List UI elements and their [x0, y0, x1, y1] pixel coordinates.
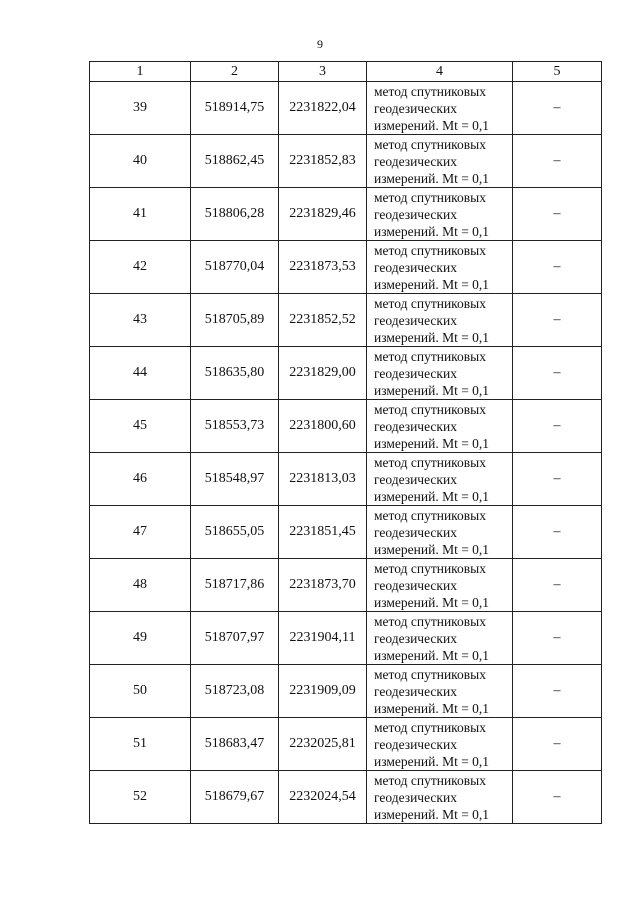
- y-coordinate-cell: 2231852,83: [279, 135, 367, 188]
- page-number: 9: [317, 37, 323, 51]
- point-number-cell: 39: [90, 82, 191, 135]
- header-row: [90, 62, 602, 82]
- method-line: геодезических: [374, 577, 457, 593]
- method-line: геодезических: [374, 524, 457, 540]
- point-number-cell: 50: [90, 665, 191, 718]
- note-cell: –: [513, 665, 602, 718]
- header-col-3: 3: [279, 62, 367, 82]
- table-header: [90, 62, 602, 82]
- y-coordinate-cell: 2231852,52: [279, 294, 367, 347]
- note-cell: –: [513, 135, 602, 188]
- method-line: измерений. Mt = 0,1: [374, 700, 490, 716]
- method-line: геодезических: [374, 789, 457, 805]
- point-number-cell: 51: [90, 718, 191, 771]
- y-coordinate-cell: 2231873,70: [279, 559, 367, 612]
- method-line: метод спутниковых: [374, 719, 486, 735]
- note-cell: –: [513, 188, 602, 241]
- method-cell: [367, 612, 513, 665]
- method-line: геодезических: [374, 365, 457, 381]
- note-cell: –: [513, 453, 602, 506]
- point-number-cell: 48: [90, 559, 191, 612]
- note-cell: –: [513, 506, 602, 559]
- point-number-cell: 47: [90, 506, 191, 559]
- method-line: геодезических: [374, 418, 457, 434]
- method-line: измерений. Mt = 0,1: [374, 276, 490, 292]
- method-cell: [367, 506, 513, 559]
- table-row: [90, 347, 602, 400]
- header-col-2: 2: [191, 62, 279, 82]
- method-line: метод спутниковых: [374, 454, 486, 470]
- method-cell: [367, 453, 513, 506]
- method-line: измерений. Mt = 0,1: [374, 382, 490, 398]
- method-line: геодезических: [374, 736, 457, 752]
- table-row: [90, 665, 602, 718]
- method-cell: [367, 771, 513, 824]
- method-line: метод спутниковых: [374, 666, 486, 682]
- table-row: [90, 82, 602, 135]
- header-col-1: 1: [90, 62, 191, 82]
- method-cell: [367, 294, 513, 347]
- x-coordinate-cell: 518655,05: [191, 506, 279, 559]
- method-line: метод спутниковых: [374, 242, 486, 258]
- y-coordinate-cell: 2231904,11: [279, 612, 367, 665]
- method-cell: [367, 135, 513, 188]
- method-line: метод спутниковых: [374, 613, 486, 629]
- method-line: метод спутниковых: [374, 295, 486, 311]
- table-row: [90, 135, 602, 188]
- y-coordinate-cell: 2231851,45: [279, 506, 367, 559]
- method-line: геодезических: [374, 100, 457, 116]
- note-cell: –: [513, 612, 602, 665]
- y-coordinate-cell: 2231829,46: [279, 188, 367, 241]
- table-row: [90, 294, 602, 347]
- method-line: геодезических: [374, 259, 457, 275]
- x-coordinate-cell: 518806,28: [191, 188, 279, 241]
- header-col-5: 5: [513, 62, 602, 82]
- method-line: метод спутниковых: [374, 401, 486, 417]
- point-number-cell: 43: [90, 294, 191, 347]
- y-coordinate-cell: 2231873,53: [279, 241, 367, 294]
- x-coordinate-cell: 518717,86: [191, 559, 279, 612]
- point-number-cell: 49: [90, 612, 191, 665]
- method-line: измерений. Mt = 0,1: [374, 329, 490, 345]
- table-row: [90, 400, 602, 453]
- note-cell: –: [513, 718, 602, 771]
- note-cell: –: [513, 400, 602, 453]
- method-line: геодезических: [374, 630, 457, 646]
- method-cell: [367, 188, 513, 241]
- method-cell: [367, 347, 513, 400]
- method-line: измерений. Mt = 0,1: [374, 594, 490, 610]
- method-line: метод спутниковых: [374, 189, 486, 205]
- point-number-cell: 42: [90, 241, 191, 294]
- point-number-cell: 52: [90, 771, 191, 824]
- table-row: [90, 506, 602, 559]
- y-coordinate-cell: 2231909,09: [279, 665, 367, 718]
- method-line: измерений. Mt = 0,1: [374, 223, 490, 239]
- method-cell: [367, 400, 513, 453]
- method-line: метод спутниковых: [374, 83, 486, 99]
- table-row: [90, 559, 602, 612]
- method-line: измерений. Mt = 0,1: [374, 488, 490, 504]
- coordinates-table: [89, 61, 602, 824]
- x-coordinate-cell: 518553,73: [191, 400, 279, 453]
- y-coordinate-cell: 2231829,00: [279, 347, 367, 400]
- method-line: геодезических: [374, 471, 457, 487]
- y-coordinate-cell: 2232024,54: [279, 771, 367, 824]
- method-line: метод спутниковых: [374, 560, 486, 576]
- table-body: [90, 82, 602, 824]
- method-line: измерений. Mt = 0,1: [374, 435, 490, 451]
- note-cell: –: [513, 294, 602, 347]
- method-line: измерений. Mt = 0,1: [374, 647, 490, 663]
- header-col-4: 4: [367, 62, 513, 82]
- method-cell: [367, 718, 513, 771]
- method-cell: [367, 241, 513, 294]
- note-cell: –: [513, 241, 602, 294]
- method-line: метод спутниковых: [374, 507, 486, 523]
- x-coordinate-cell: 518635,80: [191, 347, 279, 400]
- y-coordinate-cell: 2231800,60: [279, 400, 367, 453]
- x-coordinate-cell: 518707,97: [191, 612, 279, 665]
- table-row: [90, 718, 602, 771]
- x-coordinate-cell: 518862,45: [191, 135, 279, 188]
- method-line: измерений. Mt = 0,1: [374, 753, 490, 769]
- y-coordinate-cell: 2231822,04: [279, 82, 367, 135]
- point-number-cell: 46: [90, 453, 191, 506]
- method-line: измерений. Mt = 0,1: [374, 806, 490, 822]
- table-row: [90, 453, 602, 506]
- point-number-cell: 44: [90, 347, 191, 400]
- point-number-cell: 40: [90, 135, 191, 188]
- x-coordinate-cell: 518679,67: [191, 771, 279, 824]
- method-line: измерений. Mt = 0,1: [374, 541, 490, 557]
- point-number-cell: 45: [90, 400, 191, 453]
- method-line: измерений. Mt = 0,1: [374, 117, 490, 133]
- method-cell: [367, 559, 513, 612]
- point-number-cell: 41: [90, 188, 191, 241]
- x-coordinate-cell: 518683,47: [191, 718, 279, 771]
- method-line: геодезических: [374, 312, 457, 328]
- note-cell: –: [513, 771, 602, 824]
- x-coordinate-cell: 518723,08: [191, 665, 279, 718]
- table-row: [90, 241, 602, 294]
- table-row: [90, 771, 602, 824]
- table-row: [90, 188, 602, 241]
- x-coordinate-cell: 518548,97: [191, 453, 279, 506]
- method-line: геодезических: [374, 683, 457, 699]
- table-row: [90, 612, 602, 665]
- x-coordinate-cell: 518914,75: [191, 82, 279, 135]
- y-coordinate-cell: 2232025,81: [279, 718, 367, 771]
- method-line: метод спутниковых: [374, 136, 486, 152]
- method-cell: [367, 82, 513, 135]
- note-cell: –: [513, 347, 602, 400]
- method-cell: [367, 665, 513, 718]
- y-coordinate-cell: 2231813,03: [279, 453, 367, 506]
- method-line: геодезических: [374, 153, 457, 169]
- note-cell: –: [513, 559, 602, 612]
- method-line: метод спутниковых: [374, 348, 486, 364]
- method-line: геодезических: [374, 206, 457, 222]
- x-coordinate-cell: 518770,04: [191, 241, 279, 294]
- method-line: измерений. Mt = 0,1: [374, 170, 490, 186]
- x-coordinate-cell: 518705,89: [191, 294, 279, 347]
- note-cell: –: [513, 82, 602, 135]
- method-line: метод спутниковых: [374, 772, 486, 788]
